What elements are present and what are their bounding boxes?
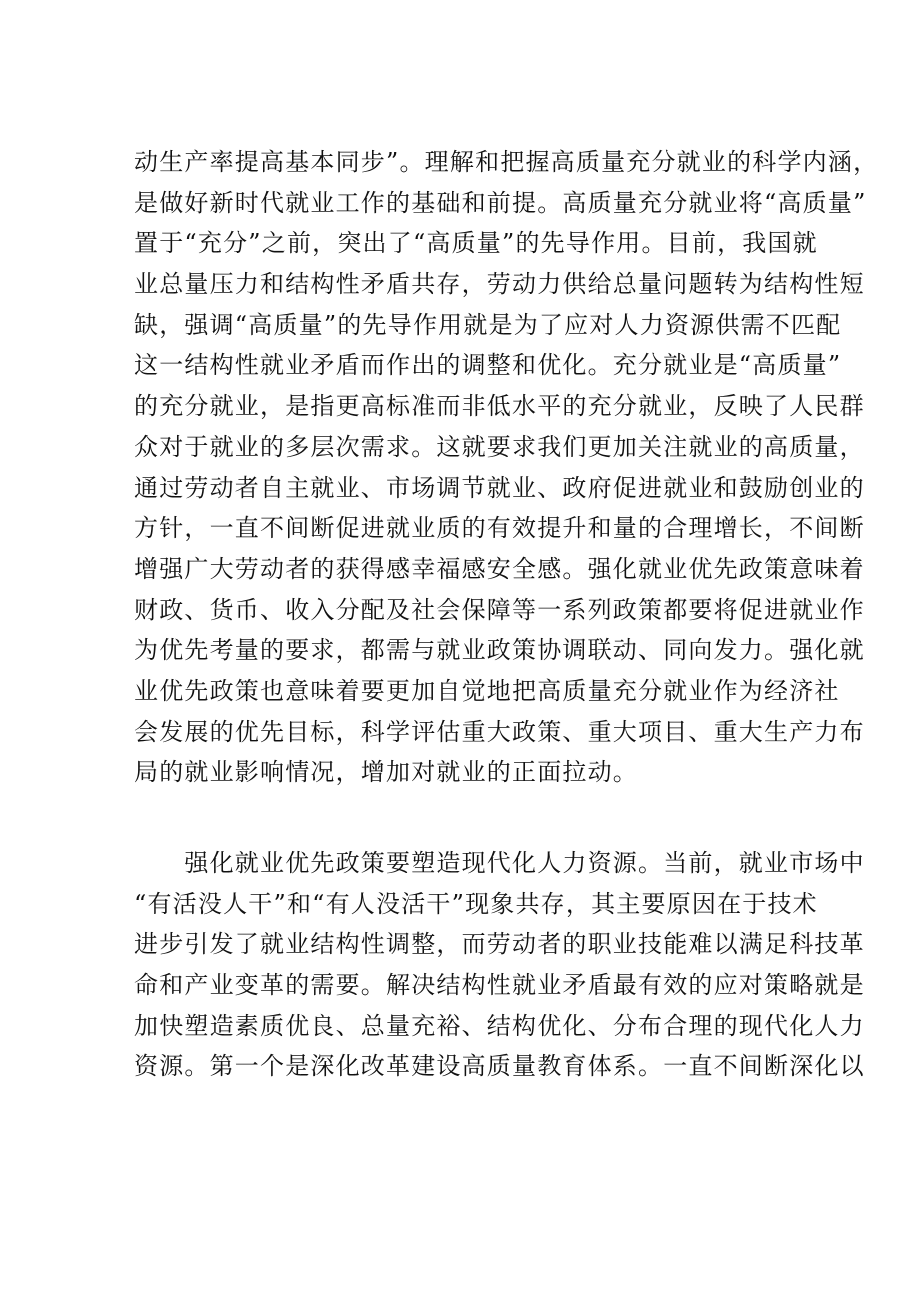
text-line: 为优先考量的要求，都需与就业政策协调联动、同向发力。强化就 (134, 636, 865, 665)
text-line: 进步引发了就业结构性调整，而劳动者的职业技能难以满足科技革 (134, 930, 865, 959)
text-line: 是做好新时代就业工作的基础和前提。高质量充分就业将“高质量” (134, 188, 867, 217)
text-line: 通过劳动者自主就业、市场调节就业、政府促进就业和鼓励创业的 (134, 473, 865, 502)
text-line: 局的就业影响情况，增加对就业的正面拉动。 (134, 758, 638, 787)
text-line: 方针，一直不间断促进就业质的有效提升和量的合理增长，不间断 (134, 514, 865, 543)
text-line: 众对于就业的多层次需求。这就要求我们更加关注就业的高质量， (134, 432, 865, 461)
text-line: 财政、货币、收入分配及社会保障等一系列政策都要将促进就业作 (134, 595, 865, 624)
text-line: 缺，强调“高质量”的先导作用就是为了应对人力资源供需不匹配 (134, 310, 842, 339)
text-line: 加快塑造素质优良、总量充裕、结构优化、分布合理的现代化人力 (134, 1011, 865, 1040)
text-line: 的充分就业，是指更高标准而非低水平的充分就业，反映了人民群 (134, 392, 865, 421)
paragraph-2 (134, 843, 865, 1087)
text-line: 会发展的优先目标，科学评估重大政策、重大项目、重大生产力布 (134, 717, 865, 746)
text-line: “有活没人干”和“有人没活干”现象共存，其主要原因在于技术 (134, 889, 818, 918)
text-line: 这一结构性就业矛盾而作出的调整和优化。充分就业是“高质量” (134, 351, 842, 380)
text-line: 业总量压力和结构性矛盾共存，劳动力供给总量问题转为结构性短 (134, 270, 865, 299)
text-line: 动生产率提高基本同步”。理解和把握高质量充分就业的科学内涵， (134, 148, 879, 176)
text-line: 强化就业优先政策要塑造现代化人力资源。当前，就业市场中 (134, 849, 865, 877)
text-line: 增强广大劳动者的获得感幸福感安全感。强化就业优先政策意味着 (134, 554, 865, 583)
paragraph-1 (134, 142, 879, 793)
text-line: 业优先政策也意味着要更加自觉地把高质量充分就业作为经济社 (134, 676, 840, 705)
text-line: 资源。第一个是深化改革建设高质量教育体系。一直不间断深化以 (134, 1052, 865, 1081)
text-line: 命和产业变革的需要。解决结构性就业矛盾最有效的应对策略就是 (134, 971, 865, 1000)
text-line: 置于“充分”之前，突出了“高质量”的先导作用。目前，我国就 (134, 229, 818, 258)
